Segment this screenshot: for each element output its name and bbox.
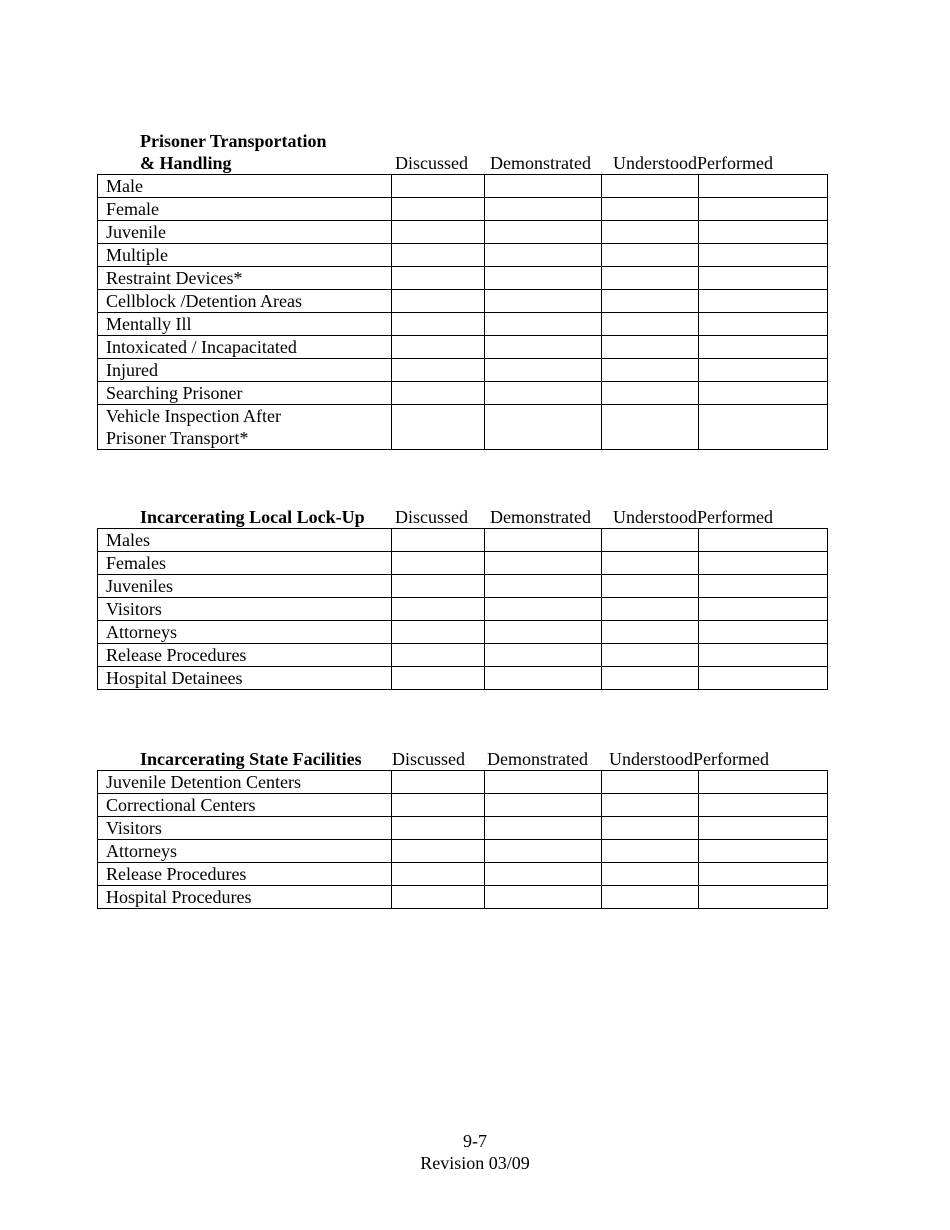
checkbox-cell-discussed[interactable] (392, 313, 485, 336)
table-row (98, 290, 828, 313)
checkbox-cell-performed[interactable] (699, 621, 828, 644)
row-label (98, 313, 392, 336)
row-label (98, 359, 392, 382)
column-header-understood: Understood (613, 507, 697, 527)
row-label (98, 794, 392, 817)
checkbox-cell-understood[interactable] (602, 529, 699, 552)
checkbox-cell-discussed[interactable] (392, 644, 485, 667)
checkbox-cell-understood[interactable] (602, 667, 699, 690)
row-label-line: Vehicle Inspection After (106, 406, 281, 426)
row-label (98, 598, 392, 621)
checkbox-cell-performed[interactable] (699, 598, 828, 621)
table-row (98, 405, 828, 450)
checkbox-cell-understood[interactable] (602, 198, 699, 221)
row-label-line: Male (106, 176, 143, 196)
row-label-line: Visitors (106, 599, 162, 619)
checkbox-cell-understood[interactable] (602, 621, 699, 644)
row-label (98, 771, 392, 794)
checkbox-cell-discussed[interactable] (392, 886, 485, 909)
row-label (98, 198, 392, 221)
row-label-line: Release Procedures (106, 645, 247, 665)
checkbox-cell-demonstrated[interactable] (485, 198, 602, 221)
checkbox-cell-performed[interactable] (699, 863, 828, 886)
checkbox-cell-performed[interactable] (699, 221, 828, 244)
row-label-line: Correctional Centers (106, 795, 256, 815)
row-label (98, 840, 392, 863)
checkbox-cell-performed[interactable] (699, 794, 828, 817)
section-title: Incarcerating Local Lock-Up (140, 507, 365, 527)
checkbox-cell-demonstrated[interactable] (485, 267, 602, 290)
column-header-demonstrated: Demonstrated (490, 507, 591, 527)
checkbox-cell-demonstrated[interactable] (485, 667, 602, 690)
column-header-discussed: Discussed (395, 153, 468, 173)
checkbox-cell-demonstrated[interactable] (485, 552, 602, 575)
row-label (98, 552, 392, 575)
checkbox-cell-understood[interactable] (602, 244, 699, 267)
table-row (98, 794, 828, 817)
checkbox-cell-demonstrated[interactable] (485, 405, 602, 450)
checkbox-cell-understood[interactable] (602, 771, 699, 794)
row-label-line: Juvenile (106, 222, 166, 242)
checkbox-cell-demonstrated[interactable] (485, 175, 602, 198)
table-row (98, 221, 828, 244)
checkbox-cell-discussed[interactable] (392, 794, 485, 817)
row-label-line: Prisoner Transport* (106, 428, 249, 448)
checkbox-cell-understood[interactable] (602, 382, 699, 405)
table-row (98, 175, 828, 198)
row-label-line: Intoxicated / Incapacitated (106, 337, 297, 357)
checkbox-cell-understood[interactable] (602, 552, 699, 575)
table-row (98, 667, 828, 690)
checkbox-cell-discussed[interactable] (392, 290, 485, 313)
checkbox-cell-understood[interactable] (602, 644, 699, 667)
checkbox-cell-performed[interactable] (699, 267, 828, 290)
row-label (98, 886, 392, 909)
checkbox-cell-understood[interactable] (602, 817, 699, 840)
table-row (98, 198, 828, 221)
checkbox-cell-discussed[interactable] (392, 863, 485, 886)
row-label-line: Female (106, 199, 159, 219)
checkbox-cell-understood[interactable] (602, 886, 699, 909)
checkbox-cell-performed[interactable] (699, 644, 828, 667)
table-row (98, 244, 828, 267)
table-row (98, 529, 828, 552)
row-label-line: Juvenile Detention Centers (106, 772, 301, 792)
checkbox-cell-performed[interactable] (699, 405, 828, 450)
checkbox-cell-demonstrated[interactable] (485, 771, 602, 794)
row-label-line: Attorneys (106, 622, 177, 642)
checkbox-cell-discussed[interactable] (392, 244, 485, 267)
checkbox-cell-demonstrated[interactable] (485, 575, 602, 598)
checkbox-cell-discussed[interactable] (392, 267, 485, 290)
checkbox-cell-discussed[interactable] (392, 840, 485, 863)
section-title: Incarcerating State Facilities (140, 749, 362, 769)
row-label-line: Release Procedures (106, 864, 247, 884)
column-header-performed: Performed (697, 507, 773, 527)
row-label-line: Hospital Detainees (106, 668, 243, 688)
checkbox-cell-performed[interactable] (699, 382, 828, 405)
checkbox-cell-performed[interactable] (699, 667, 828, 690)
column-header-demonstrated: Demonstrated (490, 153, 591, 173)
section-title: & Handling (140, 153, 232, 173)
section-title: Prisoner Transportation (140, 131, 327, 151)
checkbox-cell-discussed[interactable] (392, 221, 485, 244)
checkbox-cell-understood[interactable] (602, 575, 699, 598)
row-label (98, 336, 392, 359)
checkbox-cell-understood[interactable] (602, 290, 699, 313)
checkbox-cell-discussed[interactable] (392, 405, 485, 450)
checkbox-cell-demonstrated[interactable] (485, 290, 602, 313)
checkbox-cell-performed[interactable] (699, 840, 828, 863)
checkbox-cell-demonstrated[interactable] (485, 221, 602, 244)
table-row (98, 552, 828, 575)
table-row (98, 621, 828, 644)
checkbox-cell-demonstrated[interactable] (485, 840, 602, 863)
checkbox-cell-understood[interactable] (602, 863, 699, 886)
column-header-understood: Understood (609, 749, 693, 769)
checkbox-cell-discussed[interactable] (392, 817, 485, 840)
row-label (98, 817, 392, 840)
checklist-table (97, 528, 828, 690)
checkbox-cell-discussed[interactable] (392, 359, 485, 382)
row-label (98, 405, 392, 450)
row-label-line: Injured (106, 360, 158, 380)
row-label (98, 575, 392, 598)
column-header-performed: Performed (697, 153, 773, 173)
checkbox-cell-demonstrated[interactable] (485, 598, 602, 621)
row-label-line: Attorneys (106, 841, 177, 861)
column-header-discussed: Discussed (395, 507, 468, 527)
checkbox-cell-performed[interactable] (699, 886, 828, 909)
checkbox-cell-understood[interactable] (602, 175, 699, 198)
checkbox-cell-performed[interactable] (699, 552, 828, 575)
checkbox-cell-understood[interactable] (602, 267, 699, 290)
checkbox-cell-discussed[interactable] (392, 621, 485, 644)
checkbox-cell-discussed[interactable] (392, 667, 485, 690)
table-row (98, 771, 828, 794)
table-row (98, 840, 828, 863)
checkbox-cell-performed[interactable] (699, 244, 828, 267)
row-label-line: Searching Prisoner (106, 383, 243, 403)
column-header-discussed: Discussed (392, 749, 465, 769)
revision-label: Revision 03/09 (420, 1153, 530, 1173)
row-label-line: Multiple (106, 245, 168, 265)
checkbox-cell-understood[interactable] (602, 405, 699, 450)
checkbox-cell-performed[interactable] (699, 290, 828, 313)
row-label (98, 621, 392, 644)
row-label-line: Hospital Procedures (106, 887, 252, 907)
checkbox-cell-demonstrated[interactable] (485, 244, 602, 267)
row-label (98, 529, 392, 552)
checkbox-cell-discussed[interactable] (392, 529, 485, 552)
column-header-performed: Performed (693, 749, 769, 769)
table-row (98, 313, 828, 336)
checkbox-cell-understood[interactable] (602, 313, 699, 336)
table-row (98, 359, 828, 382)
checkbox-cell-demonstrated[interactable] (485, 817, 602, 840)
checkbox-cell-discussed[interactable] (392, 552, 485, 575)
row-label (98, 244, 392, 267)
checkbox-cell-performed[interactable] (699, 817, 828, 840)
checklist-table (97, 770, 828, 909)
checkbox-cell-performed[interactable] (699, 198, 828, 221)
row-label-line: Cellblock /Detention Areas (106, 291, 302, 311)
row-label-line: Juveniles (106, 576, 173, 596)
table-row (98, 644, 828, 667)
row-label-line: Visitors (106, 818, 162, 838)
checkbox-cell-understood[interactable] (602, 221, 699, 244)
checkbox-cell-demonstrated[interactable] (485, 644, 602, 667)
row-label (98, 644, 392, 667)
checkbox-cell-understood[interactable] (602, 598, 699, 621)
checkbox-cell-understood[interactable] (602, 794, 699, 817)
checkbox-cell-demonstrated[interactable] (485, 313, 602, 336)
page-number: 9-7 (463, 1131, 487, 1151)
row-label (98, 267, 392, 290)
table-row (98, 886, 828, 909)
checkbox-cell-understood[interactable] (602, 359, 699, 382)
row-label-line: Females (106, 553, 166, 573)
table-row (98, 336, 828, 359)
checklist-table (97, 174, 828, 450)
row-label-line: Restraint Devices* (106, 268, 243, 288)
row-label (98, 667, 392, 690)
table-row (98, 598, 828, 621)
checkbox-cell-demonstrated[interactable] (485, 382, 602, 405)
table-row (98, 382, 828, 405)
checkbox-cell-performed[interactable] (699, 359, 828, 382)
checkbox-cell-discussed[interactable] (392, 336, 485, 359)
checkbox-cell-demonstrated[interactable] (485, 886, 602, 909)
checkbox-cell-understood[interactable] (602, 840, 699, 863)
checkbox-cell-demonstrated[interactable] (485, 794, 602, 817)
column-header-demonstrated: Demonstrated (487, 749, 588, 769)
checkbox-cell-discussed[interactable] (392, 598, 485, 621)
checkbox-cell-demonstrated[interactable] (485, 863, 602, 886)
row-label (98, 863, 392, 886)
row-label (98, 290, 392, 313)
row-label-line: Males (106, 530, 150, 550)
checkbox-cell-performed[interactable] (699, 771, 828, 794)
checkbox-cell-discussed[interactable] (392, 198, 485, 221)
table-row (98, 817, 828, 840)
checkbox-cell-discussed[interactable] (392, 575, 485, 598)
table-row (98, 267, 828, 290)
checkbox-cell-discussed[interactable] (392, 175, 485, 198)
checkbox-cell-performed[interactable] (699, 575, 828, 598)
table-row (98, 575, 828, 598)
checkbox-cell-performed[interactable] (699, 313, 828, 336)
checkbox-cell-discussed[interactable] (392, 771, 485, 794)
checkbox-cell-discussed[interactable] (392, 382, 485, 405)
table-row (98, 863, 828, 886)
row-label (98, 382, 392, 405)
checkbox-cell-performed[interactable] (699, 175, 828, 198)
checkbox-cell-performed[interactable] (699, 529, 828, 552)
checkbox-cell-understood[interactable] (602, 336, 699, 359)
checkbox-cell-demonstrated[interactable] (485, 336, 602, 359)
row-label (98, 221, 392, 244)
row-label (98, 175, 392, 198)
column-header-understood: Understood (613, 153, 697, 173)
checkbox-cell-demonstrated[interactable] (485, 359, 602, 382)
checkbox-cell-performed[interactable] (699, 336, 828, 359)
row-label-line: Mentally Ill (106, 314, 192, 334)
checkbox-cell-demonstrated[interactable] (485, 621, 602, 644)
checkbox-cell-demonstrated[interactable] (485, 529, 602, 552)
